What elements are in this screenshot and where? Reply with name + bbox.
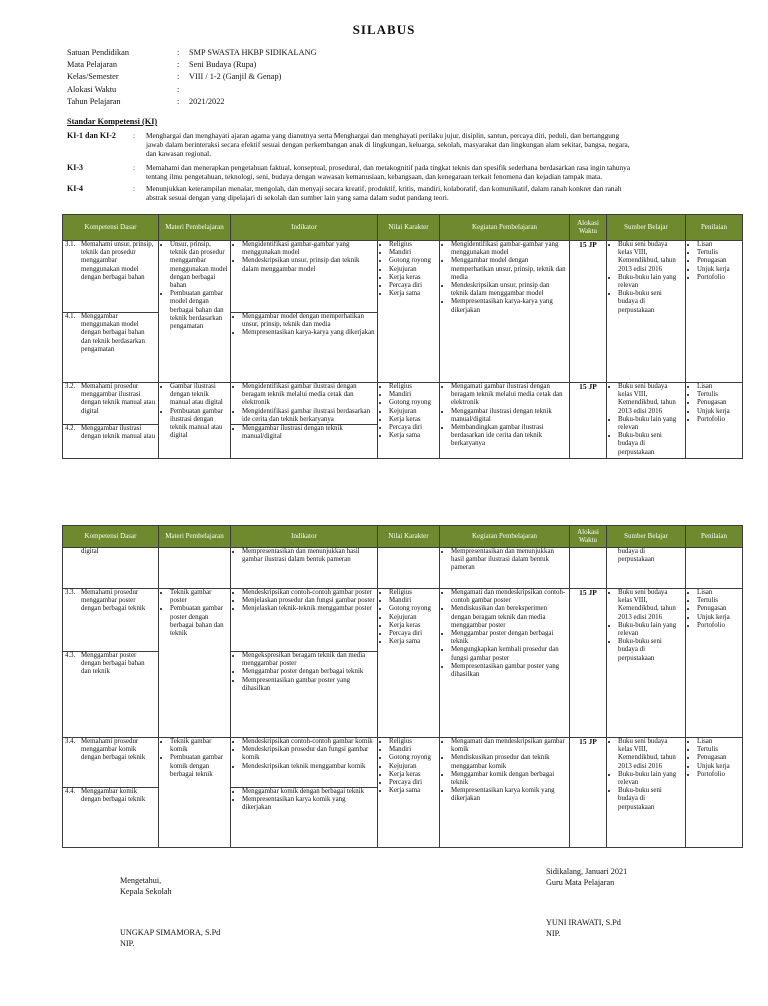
- list-item: • Mengekspresikan beragam teknik dan media menggambar poster: [242, 652, 375, 668]
- header-sumber: Sumber Belajar: [607, 215, 686, 241]
- header-alokasi: Alokasi Waktu: [570, 215, 607, 241]
- ki-block: [67, 185, 707, 205]
- header-indikator: Indikator: [231, 215, 378, 241]
- list-item: • Kerja sama: [389, 638, 437, 646]
- list-item: • Unsur, prinsip, teknik dan prosedur menggambar menggunakan model dengan berbagai bahan: [170, 241, 228, 290]
- list-item: • Buku-buku seni budaya di perpustakaan: [618, 290, 683, 315]
- list-item: • Religius: [389, 241, 437, 249]
- kd-number: 3.4.: [65, 738, 76, 745]
- identity-key: Kelas/Semester: [67, 72, 119, 82]
- list-item: • Portofolio: [697, 622, 740, 630]
- list-item: • Mandiri: [389, 746, 437, 754]
- list-item: • Buku-buku seni budaya di perpustakaan: [618, 638, 683, 663]
- header-penilaian: Penilaian: [686, 215, 743, 241]
- syllabus-table-1: [62, 214, 743, 459]
- materi-cell: [159, 241, 231, 383]
- list-item: • Percaya diri: [389, 630, 437, 638]
- materi-cell: [159, 548, 231, 589]
- materi-cell: [159, 383, 231, 459]
- table-row: [63, 738, 743, 788]
- list-item: • Portofolio: [697, 274, 740, 282]
- karakter-cell: [378, 738, 440, 848]
- list-item: • Buku seni budaya kelas VIII, Kemendikbud, tahun 2013 edisi 2016: [618, 738, 683, 771]
- sign-role-left: Kepala Sekolah: [120, 886, 172, 896]
- list-item: • Mempresentasikan gambar poster yang dihasilkan: [242, 677, 375, 693]
- identity-value: VIII / 1-2 (Ganjil & Genap): [189, 72, 282, 82]
- table-row: [63, 383, 743, 425]
- kegiatan-cell: [440, 383, 570, 459]
- kegiatan-cell: [440, 241, 570, 383]
- kd-number: 4.2.: [65, 425, 76, 433]
- list-item: • Pembuatan gambar poster dengan berbagai bahan dan teknik: [170, 605, 228, 638]
- identity-row: [67, 96, 317, 108]
- kd-text: Memahami prosedur menggambar ilustrasi dengan teknik manual atau digital: [81, 383, 156, 415]
- kegiatan-cell: [440, 589, 570, 738]
- sign-name-left: UNGKAP SIMAMORA, S.Pd: [120, 928, 221, 937]
- list-item: • Mengungkapkan kembali prosedur dan fungsi gambar poster: [451, 646, 567, 662]
- identity-colon: :: [177, 60, 180, 70]
- kd-cell: [63, 652, 159, 738]
- list-item: • Religius: [389, 383, 437, 391]
- indikator-cell: [231, 425, 378, 459]
- kd-cell: [63, 788, 159, 848]
- ki-text: [146, 185, 768, 203]
- list-item: • Teknik gambar poster: [170, 589, 228, 605]
- header-alokasi: Alokasi Waktu: [570, 526, 607, 548]
- ki-block: [67, 132, 707, 162]
- list-item: • Tertulis: [697, 249, 740, 257]
- sumber-cell: [607, 241, 686, 383]
- list-item: • Gotong royong: [389, 754, 437, 762]
- kd-cell: [63, 313, 159, 383]
- identity-row: [67, 84, 317, 96]
- identity-value: SMP SWASTA HKBP SIDIKALANG: [189, 48, 317, 57]
- header-materi: Materi Pembelajaran: [159, 215, 231, 241]
- ki-text: [146, 132, 768, 159]
- table-header-row: [63, 526, 743, 548]
- list-item: • Mendeskripsikan teknik menggambar komik: [242, 763, 375, 771]
- list-item: • Mempresentasikan karya komik yang dikerjakan: [451, 787, 567, 803]
- list-item: • Menggambar poster dengan berbagai teknik: [242, 668, 375, 676]
- list-item: • Kejujuran: [389, 266, 437, 274]
- indikator-cell: [231, 241, 378, 313]
- header-kompetensi-dasar: Kompetensi Dasar: [63, 215, 159, 241]
- kd-cell: [63, 589, 159, 652]
- karakter-cell: [378, 548, 440, 589]
- karakter-cell: [378, 241, 440, 383]
- list-item: • Mengidentifikasi gambar-gambar yang menggunakan model: [242, 241, 375, 257]
- identity-row: [67, 59, 317, 71]
- list-item: • Percaya diri: [389, 779, 437, 787]
- ki-line: dan kawasan regional.: [146, 148, 212, 158]
- kd-text: digital: [81, 548, 99, 555]
- header-materi: Materi Pembelajaran: [159, 526, 231, 548]
- ki-label: KI-4: [67, 184, 83, 193]
- header-sumber: Sumber Belajar: [607, 526, 686, 548]
- list-item: • Unjuk kerja: [697, 614, 740, 622]
- karakter-cell: [378, 383, 440, 459]
- list-item: • Mengamati dan mendeskripsikan gambar komik: [451, 738, 567, 754]
- identity-key: Alokasi Waktu: [67, 84, 117, 94]
- list-item: • Tertulis: [697, 746, 740, 754]
- list-item: • Unjuk kerja: [697, 266, 740, 274]
- list-item: • Kerja keras: [389, 274, 437, 282]
- list-item: • Tertulis: [697, 391, 740, 399]
- header-kegiatan: Kegiatan Pembelajaran: [440, 526, 570, 548]
- ki-colon: :: [133, 163, 136, 172]
- list-item: • Mempresentasikan karya komik yang dikerjakan: [242, 796, 375, 812]
- list-item: • Mendeskripsikan contoh-contoh gambar komik: [242, 738, 375, 746]
- ki-line: Menghargai dan menghayati ajaran agama yang dianutnya serta Menghargai dan menghayati perilaku jujur, disiplin, santun, percaya diri, peduli, dan bertanggung: [146, 131, 620, 140]
- list-item: • Menggambar poster dengan berbagai teknik: [451, 630, 567, 646]
- list-item: • Teknik gambar komik: [170, 738, 228, 754]
- list-item: • Religius: [389, 589, 437, 597]
- kegiatan-cell: [440, 738, 570, 848]
- list-item: • Buku-buku lain yang relevan: [618, 622, 683, 638]
- identity-value: Seni Budaya (Rupa): [189, 60, 257, 70]
- list-item: • Buku seni budaya kelas VIII, Kemendikbud, tahun 2013 edisi 2016: [618, 383, 683, 416]
- list-item: • Menggambar komik dengan berbagai teknik: [451, 771, 567, 787]
- indikator-cell: [231, 788, 378, 848]
- list-item: • Mempresentasikan dan menunjukkan hasil gambar ilustrasi dalam bentuk pameran: [242, 548, 375, 564]
- ki-line: Memahami dan menerapkan pengetahuan faktual, konseptual, prosedural, dan metakognitif pada tingkat teknis dan spesifik sederhana berdasarkan rasa ingin tahunya: [146, 163, 631, 172]
- header-nilai-karakter: Nilai Karakter: [378, 215, 440, 241]
- list-item: • Buku-buku seni budaya di perpustakaan: [618, 432, 683, 457]
- identity-key: Mata Pelajaran: [67, 60, 117, 70]
- list-item: • Mandiri: [389, 391, 437, 399]
- signature-right: [546, 867, 627, 888]
- list-item: • Penugasan: [697, 754, 740, 762]
- list-item: • Kerja sama: [389, 290, 437, 298]
- alokasi-cell: 15 JP: [570, 241, 607, 383]
- indikator-cell: [231, 589, 378, 652]
- identity-colon: :: [177, 48, 180, 57]
- list-item: • Kerja keras: [389, 622, 437, 630]
- kegiatan-cell: [440, 548, 570, 589]
- identity-key: Tahun Pelajaran: [67, 96, 121, 106]
- kd-text: Menggambar ilustrasi dengan teknik manual atau: [81, 425, 156, 441]
- identity-row: [67, 47, 317, 59]
- kd-number: 3.3.: [65, 589, 76, 596]
- list-item: • Menggambar komik dengan berbagai teknik: [242, 788, 375, 796]
- kd-number: 4.3.: [65, 652, 76, 659]
- sumber-continued: budaya di perpustakaan: [618, 548, 655, 564]
- list-item: • Unjuk kerja: [697, 763, 740, 771]
- list-item: • Buku-buku seni budaya di perpustakaan: [618, 787, 683, 812]
- identity-colon: :: [177, 72, 180, 82]
- list-item: • Mempresentasikan gambar poster yang dihasilkan: [451, 663, 567, 679]
- kd-text: Menggambar menggunakan model dengan berbagai bahan dan teknik berdasarkan pengamatan: [81, 313, 145, 353]
- indikator-cell: [231, 313, 378, 383]
- kd-text: Menggambar komik dengan berbagai teknik: [81, 788, 146, 804]
- page-title: SILABUS: [352, 22, 416, 37]
- ki-line: tentang ilmu pengetahuan, teknologi, seni, budaya dengan wawasan kemanusiaan, kebangsaan, dan kenegaraan terkait fenomena dan kejadian tampak mata.: [146, 171, 603, 181]
- signature-right-name: [546, 918, 621, 939]
- ki-colon: :: [133, 184, 136, 193]
- list-item: • Mengidentifikasi gambar ilustrasi berdasarkan ide cerita dan teknik berkaryanya: [242, 408, 375, 424]
- identity-colon: :: [177, 96, 180, 106]
- ki-text: [146, 164, 768, 182]
- header-penilaian: Penilaian: [686, 526, 743, 548]
- kd-text: Menggambar poster dengan berbagai bahan dan teknik: [81, 652, 145, 676]
- list-item: • Kejujuran: [389, 614, 437, 622]
- header-kompetensi-dasar: Kompetensi Dasar: [63, 526, 159, 548]
- list-item: • Buku-buku lain yang relevan: [618, 274, 683, 290]
- list-item: • Lisan: [697, 589, 740, 597]
- list-item: • Menggambar ilustrasi dengan teknik manual/digital: [242, 425, 375, 441]
- identity-value: [189, 84, 317, 96]
- list-item: • Mendiskusikan dan bereksperimen dengan beragam teknik dan media menggambar poster: [451, 605, 567, 630]
- list-item: • Menggambar model dengan memperhatikan unsur, prinsip, teknik dan media: [242, 313, 375, 329]
- indikator-cell: [231, 548, 378, 589]
- list-item: • Menjelaskan teknik-teknik menggambar poster: [242, 605, 375, 613]
- list-item: • Mempresentasikan karya-karya yang dikerjakan: [451, 298, 567, 314]
- list-item: • Percaya diri: [389, 282, 437, 290]
- indikator-cell: [231, 652, 378, 738]
- kd-text: Memahami prosedur menggambar poster dengan berbagai teknik: [81, 589, 146, 613]
- list-item: • Lisan: [697, 241, 740, 249]
- kd-number: 3.2.: [65, 383, 76, 390]
- kd-number: 4.4.: [65, 788, 76, 795]
- list-item: • Penugasan: [697, 605, 740, 613]
- penilaian-cell: [686, 738, 743, 848]
- indikator-cell: [231, 738, 378, 788]
- list-item: • Kerja sama: [389, 787, 437, 795]
- indikator-cell: [231, 383, 378, 425]
- identity-row: [67, 71, 317, 83]
- ki-colon: :: [133, 131, 136, 140]
- list-item: • Buku-buku lain yang relevan: [618, 771, 683, 787]
- list-item: • Mendeskripsikan unsur, prinsip dan teknik dalam menggambar model: [451, 282, 567, 298]
- list-item: • Mengamati gambar ilustrasi dengan beragam teknik melalui media cetak dan elektronik: [451, 383, 567, 408]
- list-item: • Mendeskripsikan prosedur dan fungsi gambar komik: [242, 746, 375, 762]
- list-item: • Buku seni budaya kelas VIII, Kemendikbud, tahun 2013 edisi 2016: [618, 589, 683, 622]
- sign-place-date: Sidikalang, Januari 2021: [546, 867, 628, 876]
- kd-cell: [63, 425, 159, 459]
- penilaian-cell: [686, 241, 743, 383]
- list-item: • Kerja sama: [389, 432, 437, 440]
- kd-cell: [63, 241, 159, 313]
- signature-left: [120, 876, 172, 897]
- list-item: • Unjuk kerja: [697, 408, 740, 416]
- kd-number: 3.1.: [65, 241, 76, 248]
- sumber-cell: [607, 383, 686, 459]
- kd-text: Memahami unsur, prinsip, teknik dan prosedur menggambar menggunakan model dengan berbagai bahan: [81, 241, 154, 281]
- kd-number: 4.1.: [65, 313, 76, 320]
- header-nilai-karakter: Nilai Karakter: [378, 526, 440, 548]
- list-item: • Membandingkan gambar ilustrasi berdasarkan ide cerita dan teknik berkaryanya: [451, 424, 567, 449]
- penilaian-cell: [686, 589, 743, 738]
- list-item: • Menggambar model dengan memperhatikan unsur, prinsip, teknik dan media: [451, 257, 567, 282]
- list-item: • Lisan: [697, 383, 740, 391]
- table-row: [63, 548, 743, 589]
- list-item: • Mengamati dan mendeskripsikan contoh-contoh gambar poster: [451, 589, 567, 605]
- list-item: • Mendeskripsikan unsur, prinsip dan teknik dalam menggambar model: [242, 257, 375, 273]
- list-item: • Buku-buku lain yang relevan: [618, 416, 683, 432]
- list-item: • Kejujuran: [389, 763, 437, 771]
- list-item: • Tertulis: [697, 597, 740, 605]
- kd-cell: [63, 738, 159, 788]
- list-item: • Pembuatan gambar ilustrasi dengan teknik manual atau digital: [170, 408, 228, 441]
- sumber-cell: [607, 589, 686, 738]
- kd-text: Memahami prosedur menggambar komik dengan berbagai teknik: [81, 738, 146, 762]
- list-item: • Kejujuran: [389, 408, 437, 416]
- list-item: • Menjelaskan prosedur dan fungsi gambar poster: [242, 597, 375, 605]
- sumber-cell: [607, 738, 686, 848]
- karakter-cell: [378, 589, 440, 738]
- ki-line: abstrak sesuai dengan yang dipelajari di sekolah dan sumber lain yang sama dalam sudut pandang teori.: [146, 192, 449, 202]
- syllabus-table-2: [62, 525, 743, 848]
- list-item: • Kerja keras: [389, 771, 437, 779]
- ki-line: Menunjukkan keterampilan menalar, mengolah, dan menyaji secara kreatif, produktif, kritis, mandiri, kolaboratif, dan komunikatif, dalam ranah konkret dan ranah: [146, 184, 622, 193]
- list-item: • Gotong royong: [389, 257, 437, 265]
- penilaian-cell: [686, 548, 743, 589]
- alokasi-cell: 15 JP: [570, 589, 607, 738]
- table-row: [63, 589, 743, 652]
- alokasi-cell: 15 JP: [570, 738, 607, 848]
- sign-mengetahui: Mengetahui,: [120, 876, 162, 885]
- table-header-row: [63, 215, 743, 241]
- header-indikator: Indikator: [231, 526, 378, 548]
- sign-nip-right: NIP.: [546, 928, 561, 938]
- sign-name-right: YUNI IRAWATI, S.Pd: [546, 918, 621, 927]
- ki-label: KI-3: [67, 163, 83, 172]
- list-item: • Mengidentifikasi gambar ilustrasi dengan beragam teknik melalui media cetak dan elektronik: [242, 383, 375, 408]
- standar-kompetensi-title: Standar Kompetensi (KI): [67, 117, 158, 126]
- alokasi-cell: [570, 548, 607, 589]
- list-item: • Kerja keras: [389, 416, 437, 424]
- list-item: • Mandiri: [389, 249, 437, 257]
- list-item: • Religius: [389, 738, 437, 746]
- list-item: • Buku seni budaya kelas VIII, Kemendikbud, tahun 2013 edisi 2016: [618, 241, 683, 274]
- identity-colon: :: [177, 84, 180, 94]
- list-item: • Pembuatan gambar komik dengan berbagai teknik: [170, 754, 228, 779]
- list-item: • Penugasan: [697, 399, 740, 407]
- alokasi-cell: 15 JP: [570, 383, 607, 459]
- list-item: • Portofolio: [697, 416, 740, 424]
- list-item: • Penugasan: [697, 257, 740, 265]
- list-item: • Portofolio: [697, 771, 740, 779]
- table-row: [63, 241, 743, 313]
- signature-left-name: [120, 928, 220, 949]
- kd-cell: [63, 548, 159, 589]
- ki-label: KI-1 dan KI-2: [67, 131, 116, 140]
- materi-cell: [159, 738, 231, 848]
- penilaian-cell: [686, 383, 743, 459]
- list-item: • Mandiri: [389, 597, 437, 605]
- sign-role-right: Guru Mata Pelajaran: [546, 877, 615, 887]
- list-item: • Menggambar ilustrasi dengan teknik manual/digital: [451, 408, 567, 424]
- kd-cell: [63, 383, 159, 425]
- ki-block: [67, 164, 707, 184]
- list-item: • Percaya diri: [389, 424, 437, 432]
- list-item: • Lisan: [697, 738, 740, 746]
- list-item: • Mengidentifikasi gambar-gambar yang menggunakan model: [451, 241, 567, 257]
- list-item: • Gotong royong: [389, 605, 437, 613]
- materi-cell: [159, 589, 231, 738]
- list-item: • Mendeskripsikan contoh-contoh gambar poster: [242, 589, 375, 597]
- sign-nip-left: NIP.: [120, 938, 135, 948]
- list-item: • Mempresentasikan karya-karya yang dikerjakan: [242, 329, 375, 337]
- ki-line: jawab dalam berinteraksi secara efektif sesuai dengan perkembangan anak di lingkungan, keluarga, sekolah, masyarakat dan lingkungan alam sekitar, bangsa, negara,: [146, 139, 630, 149]
- list-item: • Mendiskusikan prosedur dan teknik menggambar komik: [451, 754, 567, 770]
- list-item: • Mempresentasikan dan menunjukkan hasil gambar ilustrasi dalam bentuk pameran: [451, 548, 567, 573]
- identity-key: Satuan Pendidikan: [67, 48, 129, 57]
- identity-table: [67, 47, 317, 108]
- list-item: • Gambar ilustrasi dengan teknik manual atau digital: [170, 383, 228, 408]
- header-kegiatan: Kegiatan Pembelajaran: [440, 215, 570, 241]
- list-item: • Pembuatan gambar model dengan berbagai bahan dan teknik berdasarkan pengamatan: [170, 290, 228, 331]
- list-item: • Gotong royong: [389, 399, 437, 407]
- sumber-cell: [607, 548, 686, 589]
- identity-value: 2021/2022: [189, 96, 225, 106]
